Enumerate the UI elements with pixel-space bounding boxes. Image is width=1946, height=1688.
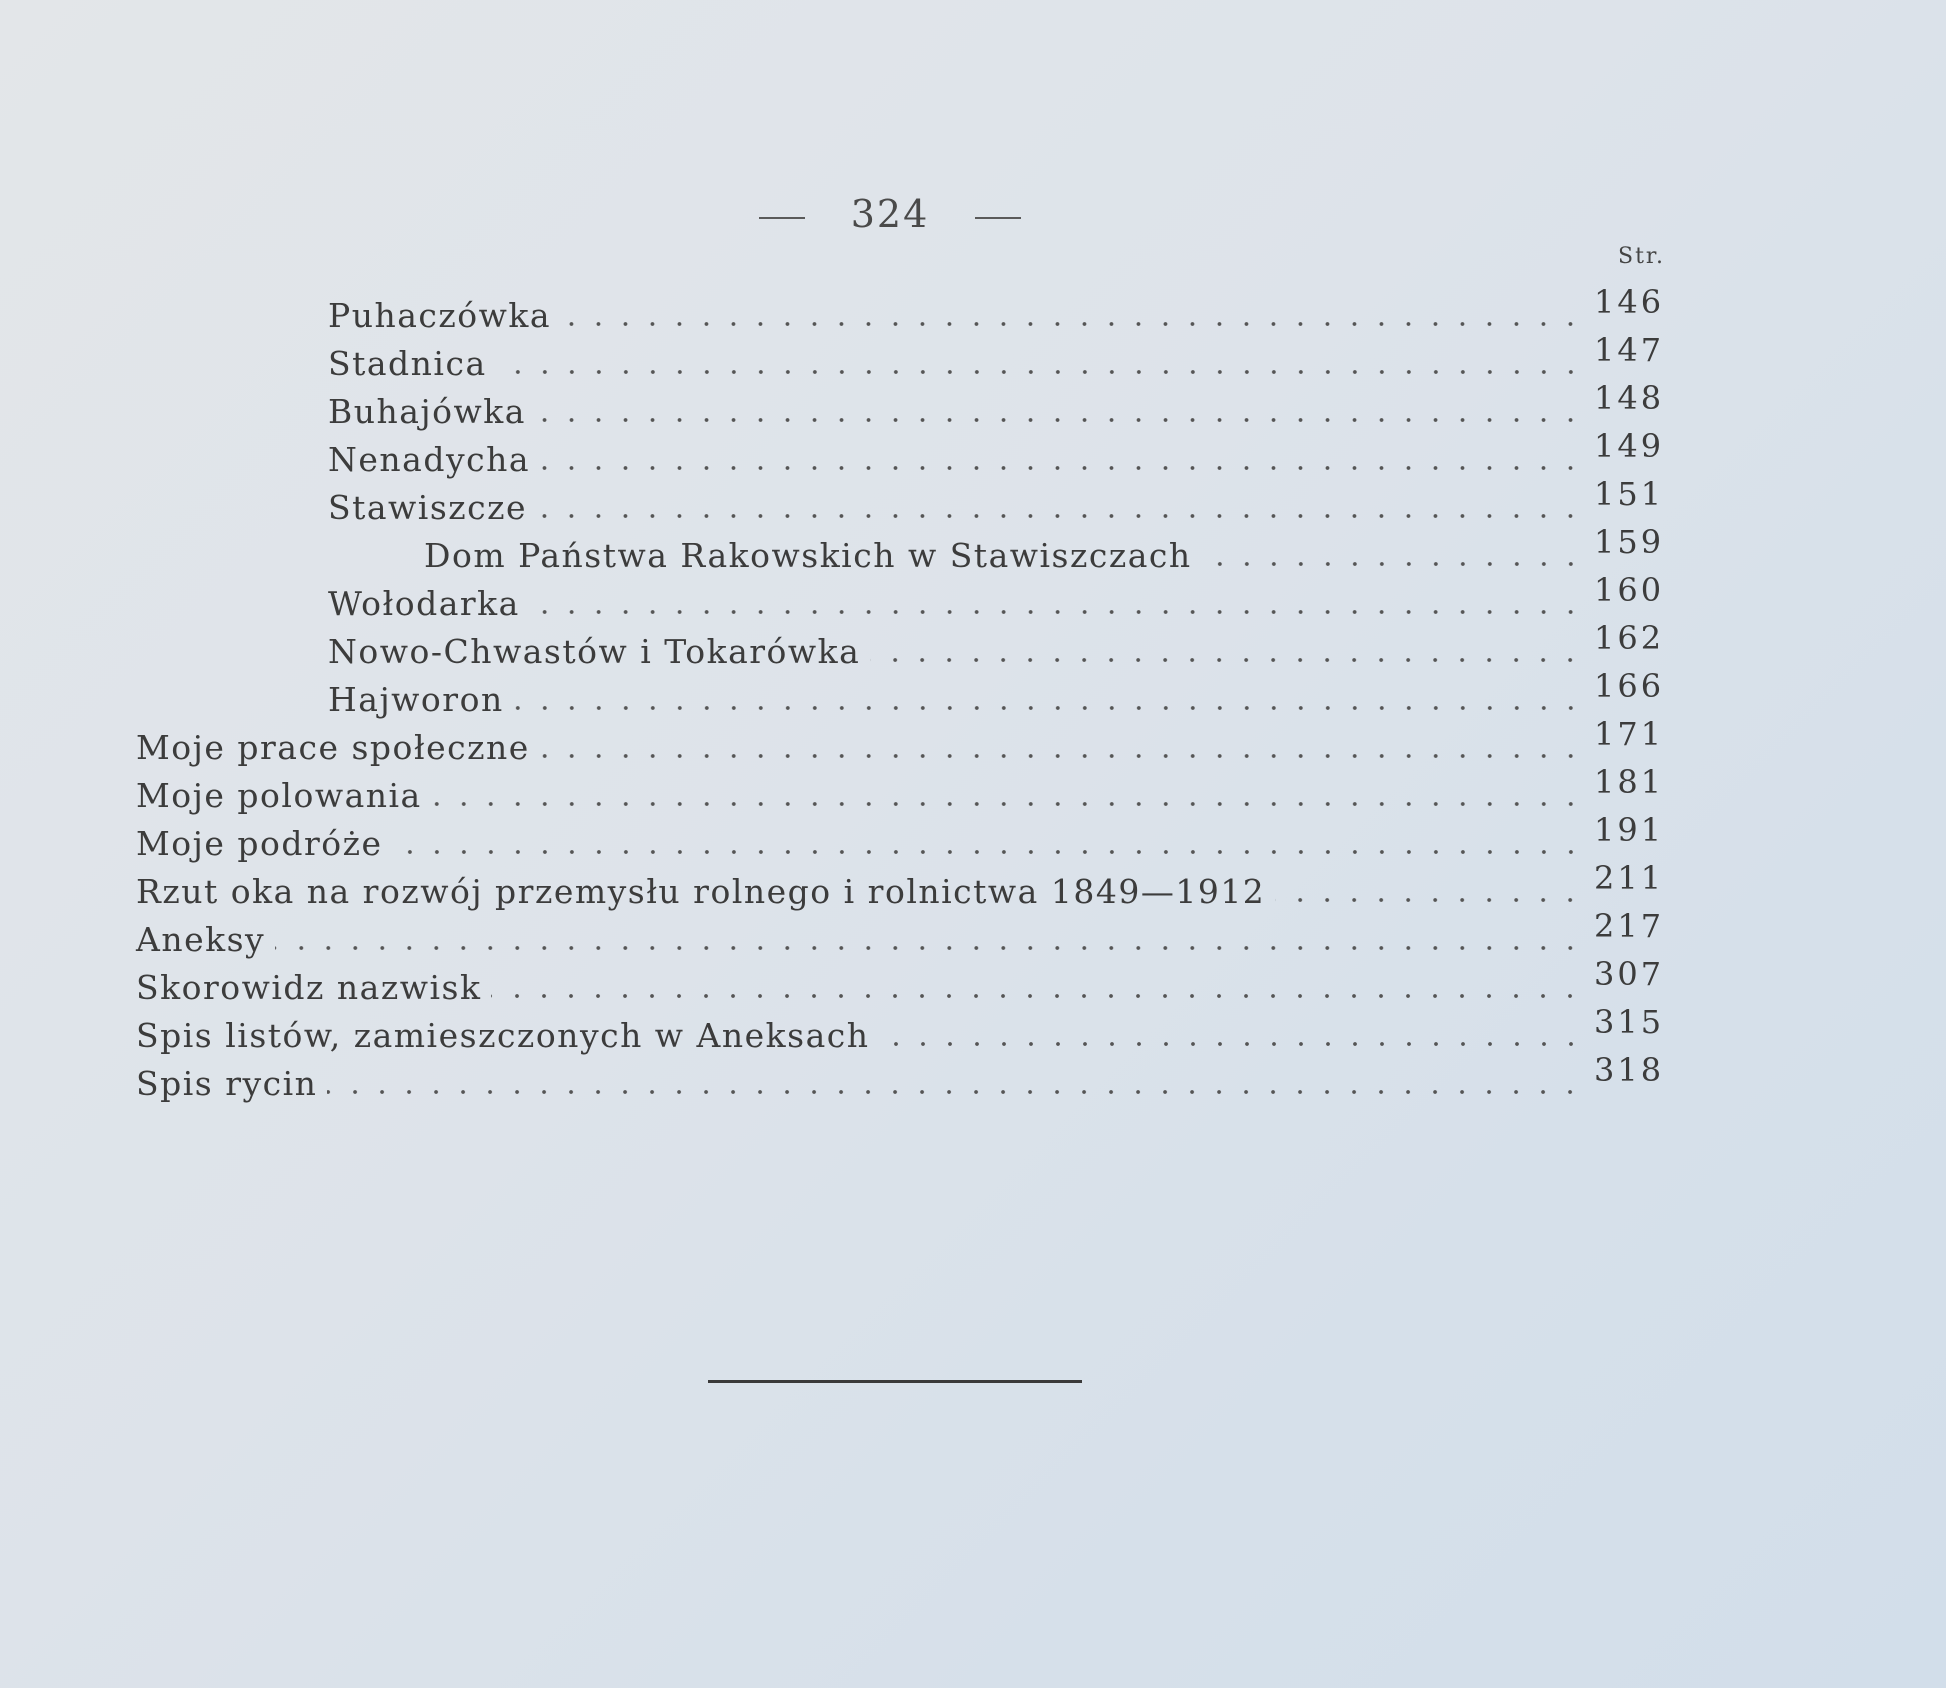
toc-entry-page: 211 <box>1594 859 1665 897</box>
toc-entry-page: 147 <box>1594 331 1665 369</box>
toc-entry-title: Skorowidz nazwisk <box>136 968 482 1007</box>
toc-entry-title: Buhajówka <box>328 392 526 431</box>
toc-entry <box>136 427 1665 480</box>
toc-entry <box>136 763 1665 816</box>
dot-leader <box>537 514 1584 518</box>
dot-leader <box>393 850 1584 854</box>
toc-entry-title: Puhaczówka <box>328 296 552 335</box>
toc-entry-title: Nowo-Chwastów i Tokarówka <box>328 632 861 671</box>
toc-entry <box>136 667 1665 720</box>
toc-entry <box>136 331 1665 384</box>
left-dash <box>759 217 805 219</box>
toc-entry-title: Hajworon <box>328 680 504 719</box>
toc-entry-page: 307 <box>1594 955 1665 993</box>
table-of-contents <box>136 283 1665 1104</box>
toc-entry <box>136 523 1665 576</box>
toc-entry-title: Moje polowania <box>136 776 422 815</box>
toc-entry-page: 171 <box>1594 715 1665 753</box>
toc-entry <box>136 1003 1665 1056</box>
toc-entry <box>136 907 1665 960</box>
toc-entry-page: 162 <box>1594 619 1665 657</box>
toc-entry-title: Nenadycha <box>328 440 531 479</box>
toc-entry-title: Stawiszcze <box>328 488 528 527</box>
toc-entry-page: 149 <box>1594 427 1665 465</box>
toc-entry-title: Wołodarka <box>328 584 520 623</box>
toc-entry-page: 151 <box>1594 475 1665 513</box>
toc-entry-page: 315 <box>1594 1003 1665 1041</box>
toc-entry <box>136 283 1665 336</box>
toc-entry-title: Spis rycin <box>136 1064 318 1103</box>
dot-leader <box>1202 562 1584 566</box>
dot-leader <box>275 946 1584 950</box>
toc-entry-title: Moje prace społeczne <box>136 728 530 767</box>
dot-leader <box>540 466 1584 470</box>
toc-entry-title: Dom Państwa Rakowskich w Stawiszczach <box>424 536 1192 575</box>
dot-leader <box>536 418 1584 422</box>
dot-leader <box>1275 898 1584 902</box>
dot-leader <box>870 658 1584 662</box>
dot-leader <box>880 1042 1585 1046</box>
right-dash <box>975 217 1021 219</box>
toc-entry-page: 166 <box>1594 667 1665 705</box>
dot-leader <box>327 1090 1584 1094</box>
toc-entry <box>136 571 1665 624</box>
toc-entry <box>136 715 1665 768</box>
dot-leader <box>530 610 1584 614</box>
toc-entry <box>136 475 1665 528</box>
toc-entry <box>136 811 1665 864</box>
toc-entry-page: 191 <box>1594 811 1665 849</box>
toc-entry <box>136 379 1665 432</box>
toc-entry-title: Stadnica <box>328 344 487 383</box>
toc-entry <box>136 955 1665 1008</box>
toc-entry-title: Moje podróże <box>136 824 383 863</box>
toc-entry-page: 181 <box>1594 763 1665 801</box>
page-number: 324 <box>850 192 930 236</box>
toc-entry-page: 318 <box>1594 1051 1665 1089</box>
toc-entry <box>136 859 1665 912</box>
page-column-label: Str. <box>1618 244 1666 269</box>
dot-leader <box>432 802 1584 806</box>
toc-entry-title: Rzut oka na rozwój przemysłu rolnego i rolnictwa 1849—1912 <box>136 872 1266 911</box>
toc-entry-page: 217 <box>1594 907 1665 945</box>
page-number-header <box>0 192 1780 236</box>
closing-rule <box>708 1380 1082 1383</box>
toc-entry-page: 160 <box>1594 571 1665 609</box>
dot-leader <box>497 370 1584 374</box>
toc-entry <box>136 1051 1665 1104</box>
toc-entry-title: Aneksy <box>136 920 266 959</box>
toc-entry-title: Spis listów, zamieszczonych w Aneksach <box>136 1016 870 1055</box>
dot-leader <box>561 322 1584 326</box>
dot-leader <box>514 706 1584 710</box>
dot-leader <box>540 754 1584 758</box>
toc-entry <box>136 619 1665 672</box>
toc-entry-page: 148 <box>1594 379 1665 417</box>
toc-entry-page: 159 <box>1594 523 1665 561</box>
toc-entry-page: 146 <box>1594 283 1665 321</box>
dot-leader <box>491 994 1584 998</box>
